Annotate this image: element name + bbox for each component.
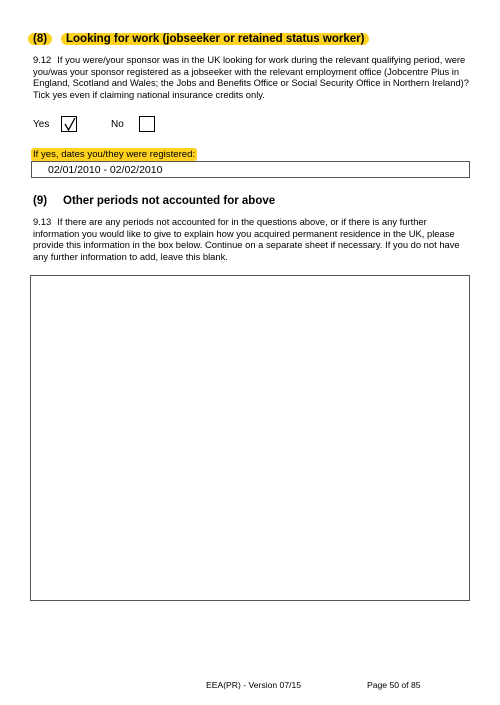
section-8-title-text: Looking for work (jobseeker or retained status worker): [61, 33, 369, 45]
section-8-title: [61, 31, 369, 47]
question-9-13-text: If there are any periods not accounted for in the questions above, or if there is any further information you would like to give to explain how you acquired permanent residence in the UK, please provide this information in the box below. Continue on a separate sheet if necessary. If you do not have any further information to add, leave this blank.: [33, 216, 460, 262]
footer-page-number: Page 50 of 85: [367, 680, 421, 690]
section-8-number-text: (8): [28, 33, 52, 45]
question-9-12-text: If you were/your sponsor was in the UK looking for work during the relevant qualifying period, were you/was your sponsor registered as a jobseeker with the relevant employment office (Jobcentre Plus in England, Scotland and Wales; the Jobs and Benefits Office or Social Security Office in Northern Ireland)? Tick yes even if claiming national insurance credits only.: [33, 54, 470, 100]
question-9-13: [33, 216, 473, 262]
section-9-title: Other periods not accounted for above: [63, 195, 276, 207]
registered-dates-label: If yes, dates you/they were registered:: [33, 149, 196, 160]
no-checkbox[interactable]: [139, 116, 155, 132]
further-information-textbox[interactable]: [30, 275, 470, 601]
no-label: No: [111, 119, 124, 130]
registered-dates-field[interactable]: [31, 161, 470, 178]
question-9-13-number: 9.13: [33, 216, 52, 227]
question-9-12: [33, 54, 473, 100]
footer-version: EEA(PR) - Version 07/15: [206, 680, 302, 690]
registered-dates-value: 02/01/2010 - 02/02/2010: [48, 164, 163, 176]
section-8-number: [28, 31, 52, 47]
question-9-12-number: 9.12: [33, 54, 52, 65]
checkmark-icon: [63, 117, 77, 132]
yes-checkbox[interactable]: [61, 116, 77, 132]
yes-label: Yes: [33, 119, 50, 130]
section-9-number: (9): [33, 195, 48, 207]
